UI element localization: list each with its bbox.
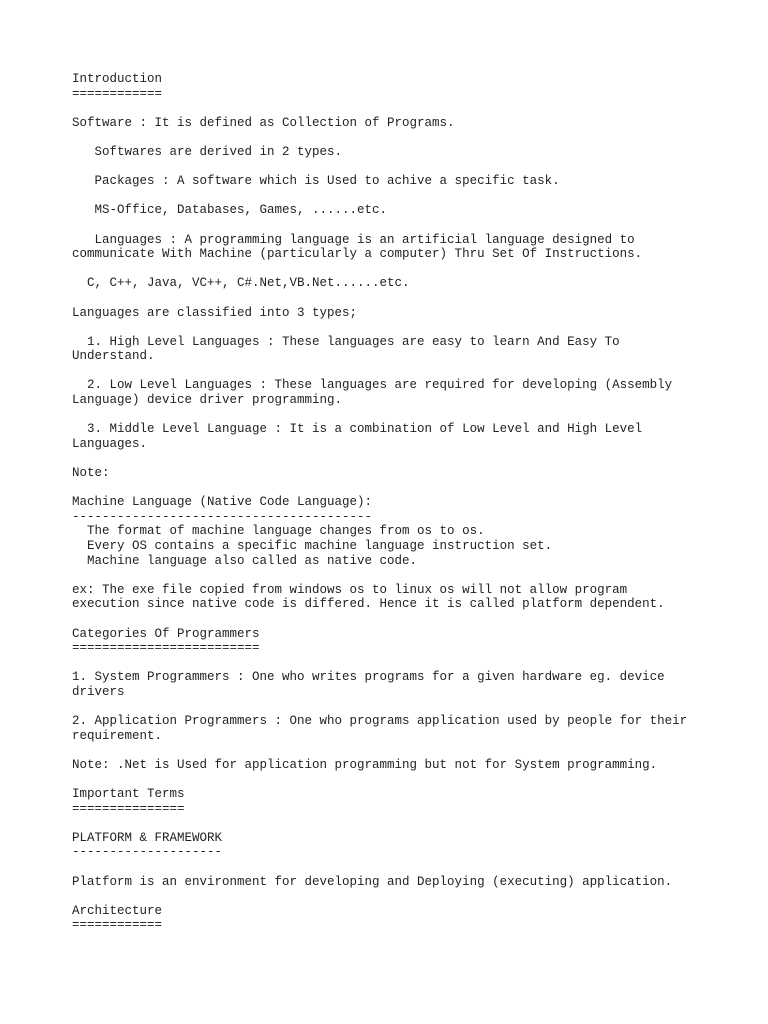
text-line: ============	[72, 86, 163, 101]
text-line: Languages : A programming language is an artificial language designed to	[72, 232, 635, 247]
text-line: Languages are classified into 3 types;	[72, 305, 358, 320]
text-line: Note: .Net is Used for application programming but not for System programming.	[72, 757, 658, 772]
text-line: ex: The exe file copied from windows os to linux os will not allow program	[72, 582, 628, 597]
text-line: 1. High Level Languages : These languages are easy to learn And Easy To	[72, 334, 620, 349]
blank-line	[72, 320, 712, 335]
blank-line	[72, 612, 712, 627]
text-line: drivers	[72, 684, 125, 699]
text-line: Important Terms	[72, 787, 185, 802]
blank-line	[72, 743, 712, 758]
blank-line	[72, 408, 712, 423]
text-line: 2. Low Level Languages : These languages are required for developing (Assembly	[72, 378, 673, 393]
blank-line	[72, 130, 712, 145]
text-line: Platform is an environment for developing and Deploying (executing) application.	[72, 874, 673, 889]
text-line: 2. Application Programmers : One who programs application used by people for their	[72, 714, 688, 729]
text-line: 3. Middle Level Language : It is a combination of Low Level and High Level	[72, 422, 643, 437]
text-line: Architecture	[72, 903, 163, 918]
text-line: Language) device driver programming.	[72, 393, 343, 408]
text-line: ----------------------------------------	[72, 509, 373, 524]
blank-line	[72, 451, 712, 466]
blank-line	[72, 101, 712, 116]
text-line: C, C++, Java, VC++, C#.Net,VB.Net......etc.	[72, 276, 410, 291]
text-line: Languages.	[72, 436, 148, 451]
text-line: ============	[72, 918, 163, 933]
blank-line	[72, 816, 712, 831]
text-line: Machine language also called as native code.	[72, 553, 418, 568]
blank-line	[72, 700, 712, 715]
blank-line	[72, 568, 712, 583]
text-line: The format of machine language changes from os to os.	[72, 524, 485, 539]
blank-line	[72, 481, 712, 496]
document-page	[72, 72, 712, 933]
text-line: Every OS contains a specific machine language instruction set.	[72, 539, 553, 553]
text-line: =========================	[72, 641, 260, 656]
blank-line	[72, 160, 712, 175]
text-line: Categories Of Programmers	[72, 626, 260, 641]
blank-line	[72, 656, 712, 671]
text-line: execution since native code is differed. Hence it is called platform dependent.	[72, 597, 665, 612]
text-line: communicate With Machine (particularly a computer) Thru Set Of Instructions.	[72, 247, 643, 262]
text-line: Note:	[72, 466, 110, 481]
text-line: ===============	[72, 801, 185, 816]
text-line: requirement.	[72, 728, 163, 743]
blank-line	[72, 218, 712, 233]
text-line: Understand.	[72, 349, 155, 364]
text-line: 1. System Programmers : One who writes programs for a given hardware eg. device	[72, 670, 665, 685]
blank-line	[72, 262, 712, 277]
text-line: Machine Language (Native Code Language):	[72, 495, 373, 510]
blank-line	[72, 889, 712, 904]
blank-line	[72, 291, 712, 306]
blank-line	[72, 189, 712, 204]
blank-line	[72, 773, 712, 788]
text-line: MS-Office, Databases, Games, ......etc.	[72, 203, 388, 218]
text-line: Softwares are derived in 2 types.	[72, 144, 343, 159]
text-line: Introduction	[72, 72, 163, 86]
text-line: --------------------	[72, 845, 223, 860]
blank-line	[72, 364, 712, 379]
text-line: Packages : A software which is Used to achive a specific task.	[72, 174, 560, 189]
text-line: Software : It is defined as Collection of Programs.	[72, 115, 455, 130]
blank-line	[72, 860, 712, 875]
text-line: PLATFORM & FRAMEWORK	[72, 830, 223, 845]
